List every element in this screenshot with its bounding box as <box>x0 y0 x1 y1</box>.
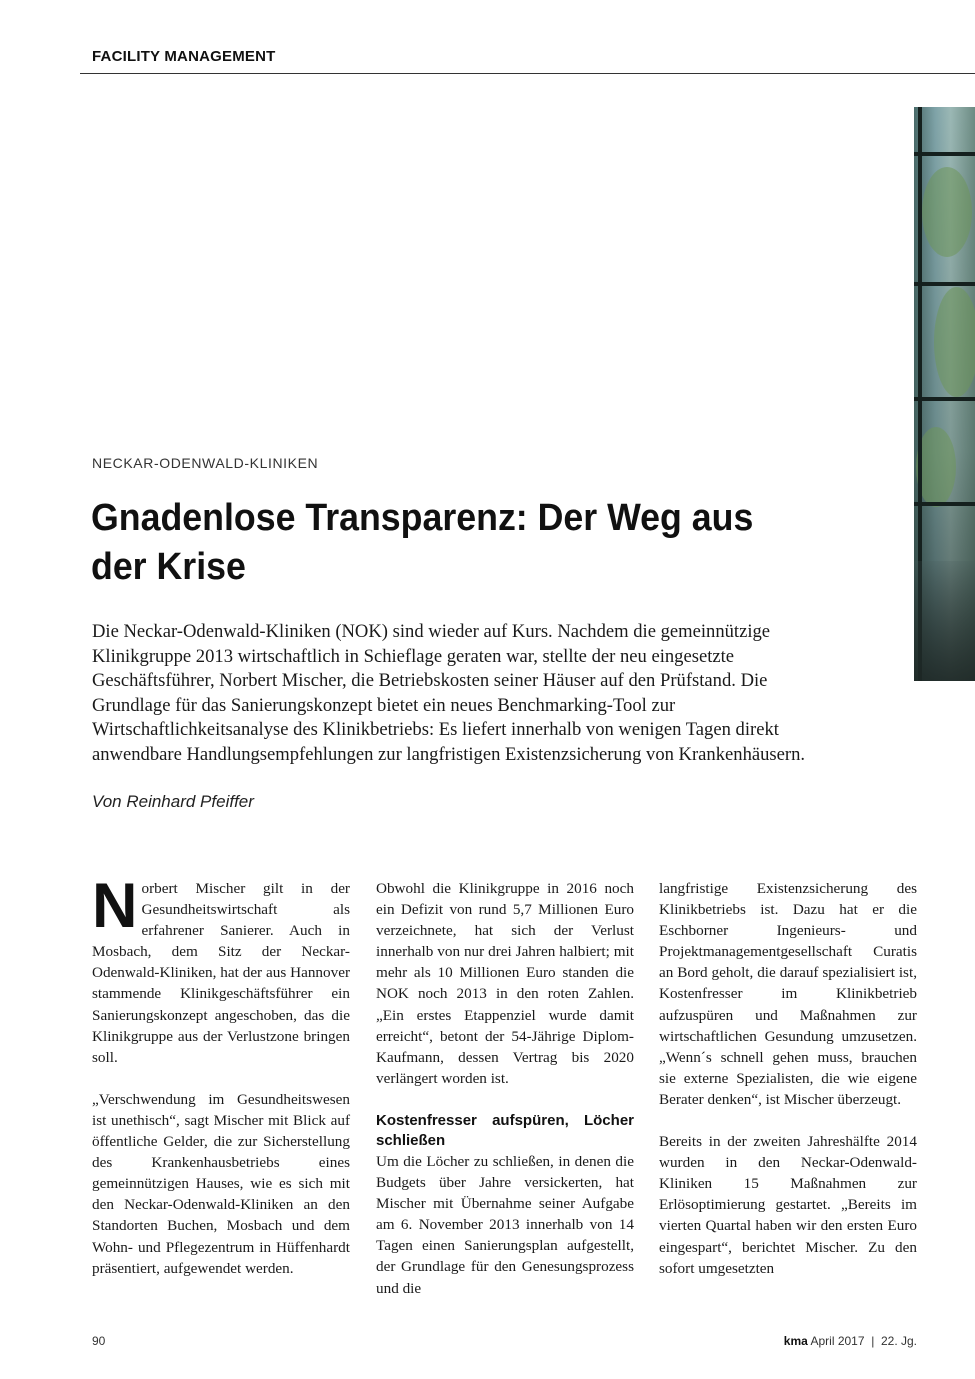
footer-issue <box>784 1334 917 1348</box>
article-kicker: NECKAR-ODENWALD-KLINIKEN <box>92 455 319 471</box>
body-column-3 <box>659 878 917 1279</box>
paragraph: Bereits in der zweiten Jahreshälfte 2014 wurden in den Neckar-Odenwald-Kliniken 15 Maßnahmen zur Erlösoptimierung gestartet. „Bereits im vierten Quartal haben wir den ersten Euro eingespart“, berichtet Mischer. Zu den sofort umgesetzten <box>659 1133 917 1277</box>
paragraph: Obwohl die Klinikgruppe in 2016 noch ein Defizit von rund 5,7 Millionen Euro verzeichnete, hat sich der Verlust innerhalb von nur drei Jahren halbiert; mit mehr als 10 Millionen Euro standen die NOK noch 2013 in den roten Zahlen. „Ein erstes Etappenziel wurde damit erreicht“, betont der 54-Jährige Diplom-Kaufmann, dessen Vertrag bis 2020 verlängert worden ist. <box>376 880 634 1087</box>
body-column-1 <box>92 871 350 1279</box>
article-photo <box>914 107 975 681</box>
paragraph <box>92 871 350 1068</box>
section-label: FACILITY MANAGEMENT <box>92 48 276 65</box>
header-rule <box>80 73 975 74</box>
paragraph: „Verschwendung im Gesundheitswesen ist unethisch“, sagt Mischer mit Blick auf öffentliche Gelder, die zur Sicherstellung des Krankenhausbetriebs eines gemeinnützigen Hauses, wie es sich mit den Neckar-Odenwald-Kliniken an den Standorten Buchen, Mosbach und dem Wohn- und Pflegezentrum in Hüffenhardt präsentiert, aufgewendet werden. <box>92 1090 350 1277</box>
article-title: Gnadenlose Transparenz: Der Weg aus der Krise <box>91 497 754 588</box>
drop-cap: N <box>92 871 138 941</box>
body-column-2 <box>376 878 634 1299</box>
subheading: Kostenfresser aufspüren, Löcher schließen <box>376 1111 634 1149</box>
paragraph: Um die Löcher zu schließen, in denen die Budgets über Jahre versickerten, hat Mischer mit Übernahme seiner Aufgabe am 6. November 2013 innerhalb von 14 Tagen einen Sanierungsplan aufgestellt, der Grundlage für den Genesungsprozess und die <box>376 1152 634 1297</box>
issue-info: April 2017 | 22. Jg. <box>810 1334 917 1348</box>
page-number: 90 <box>92 1334 106 1348</box>
article-byline: Von Reinhard Pfeiffer <box>92 792 254 811</box>
paragraph-text: orbert Mischer gilt in der Gesundheitswirtschaft als erfahrener Sanierer. Auch in Mosbach, dem Sitz der Neckar-Odenwald-Kliniken, hat der aus Hannover stammende Klinikgeschäftsführer ein Sanierungskonzept angeschoben, das die Klinikgruppe aus der Verlustzone bringen soll. <box>92 880 350 1066</box>
article-lead: Die Neckar-Odenwald-Kliniken (NOK) sind wieder auf Kurs. Nachdem die gemeinnützige Klinikgruppe 2013 wirtschaftlich in Schieflage geraten war, stellte der neu eingesetzte Geschäftsführer, Norbert Mischer, die Betriebskosten seiner Häuser auf den Prüfstand. Die Grundlage für das Sanierungskonzept bietet ein neues Benchmarking-Tool zur Wirtschaftlichkeitsanalyse des Klinikbetriebs: Es liefert innerhalb von wenigen Tagen direkt anwendbare Handlungsempfehlungen zur langfristigen Existenzsicherung von Krankenhäusern. <box>92 621 806 765</box>
magazine-brand: kma <box>783 1334 808 1348</box>
paragraph: langfristige Existenzsicherung des Klinikbetriebs ist. Dazu hat er die Eschborner Ingenieurs- und Projektmanagementgesellschaft Curatis an Bord geholt, die darauf spezialisiert ist, Kostenfresser im Klinikbetrieb aufzuspüren und Maßnahmen zur wirtschaftlichen Gesundung umzusetzen. „Wenn´s schnell gehen muss, brauchen sie externe Spezialisten, die wie eigene Berater denken“, ist Mischer überzeugt. <box>659 880 917 1108</box>
